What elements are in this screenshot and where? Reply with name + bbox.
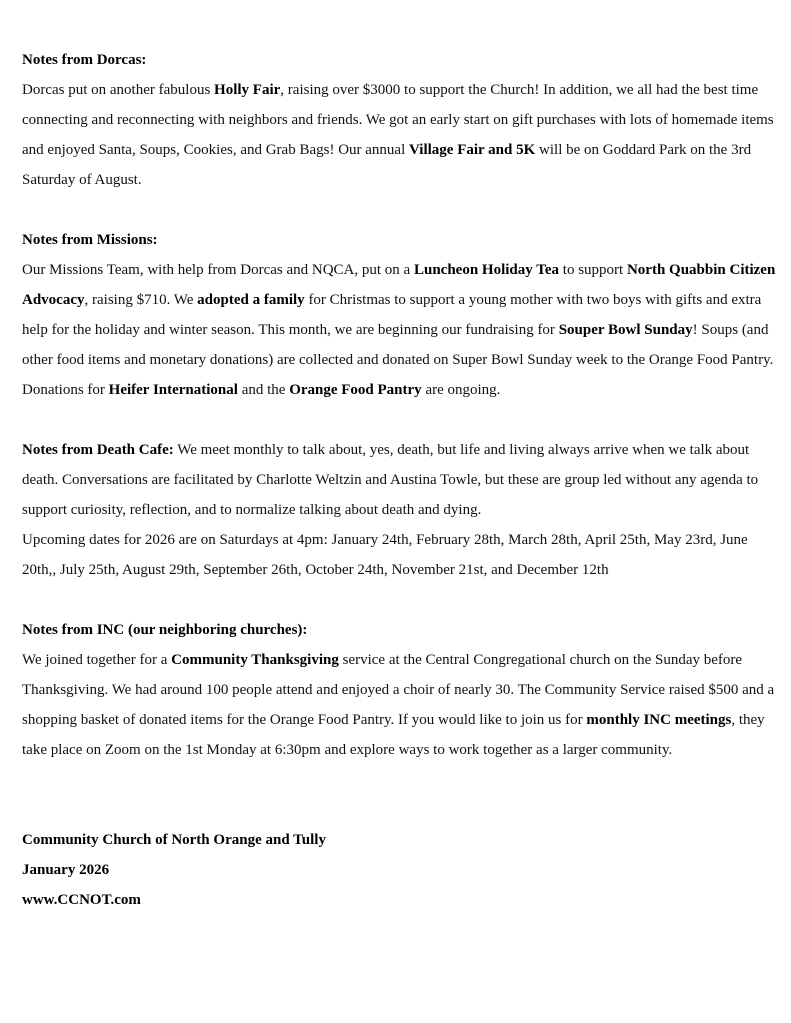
footer [22,825,777,915]
dorcas-paragraph: Dorcas put on another fabulous Holly Fair, raising over $3000 to support the Church! In addition, we all had the best time connecting and reconnecting with neighbors and friends. We got an early start on gift purchases with lots of homemade items and enjoyed Santa, Soups, Cookies, and Grab Bags! Our annual Village Fair and 5K will be on Goddard Park on the 3rd Saturday of August. [22,82,774,188]
missions-heading: Notes from Missions: [22,232,158,248]
missions-paragraph: Our Missions Team, with help from Dorcas and NQCA, put on a Luncheon Holiday Tea to support North Quabbin Citizen Advocacy, raising $710. We adopted a family for Christmas to support a young mother with two boys with gifts and extra help for the holiday and winter season. This month, we are beginning our fundraising for Souper Bowl Sunday! Soups (and other food items and monetary donations) are collected and donated on Super Bowl Sunday week to the Orange Food Pantry. [22,262,776,368]
inc-heading: Notes from INC (our neighboring churches): [22,622,308,638]
death-cafe-paragraph: Notes from Death Cafe: We meet monthly to talk about, yes, death, but life and living always arrive when we talk about death. Conversations are facilitated by Charlotte Weltzin and Austina Towle, but these are group led without any agenda to support curiosity, reflection, and to normalize talking about death and dying. [22,442,759,518]
website-text: www.CCNOT.com [22,892,141,908]
issue-date: January 2026 [22,862,110,878]
death-cafe-section [22,435,777,585]
death-cafe-heading: Notes from Death Cafe: [22,442,174,458]
inc-paragraph: We joined together for a Community Thanksgiving service at the Central Congregational church on the Sunday before Thanksgiving. We had around 100 people attend and enjoyed a choir of nearly 30. The Community Service raised $500 and a shopping basket of donated items for the Orange Food Pantry. If you would like to join us for monthly INC meetings, they take place on Zoom on the 1st Monday at 6:30pm and explore ways to work together as a larger community. [22,652,775,758]
dorcas-heading: Notes from Dorcas: [22,52,147,68]
missions-donations: Donations for Heifer International and the Orange Food Pantry are ongoing. [22,382,501,398]
newsletter-page [22,45,777,915]
death-cafe-dates: Upcoming dates for 2026 are on Saturdays at 4pm: January 24th, February 28th, March 28th, April 25th, May 23rd, June 20th,, July 25th, August 29th, September 26th, October 24th, November 21st, and December 12th [22,532,748,578]
inc-section [22,615,777,765]
missions-section [22,225,777,405]
org-name: Community Church of North Orange and Tully [22,832,326,848]
dorcas-section [22,45,777,195]
